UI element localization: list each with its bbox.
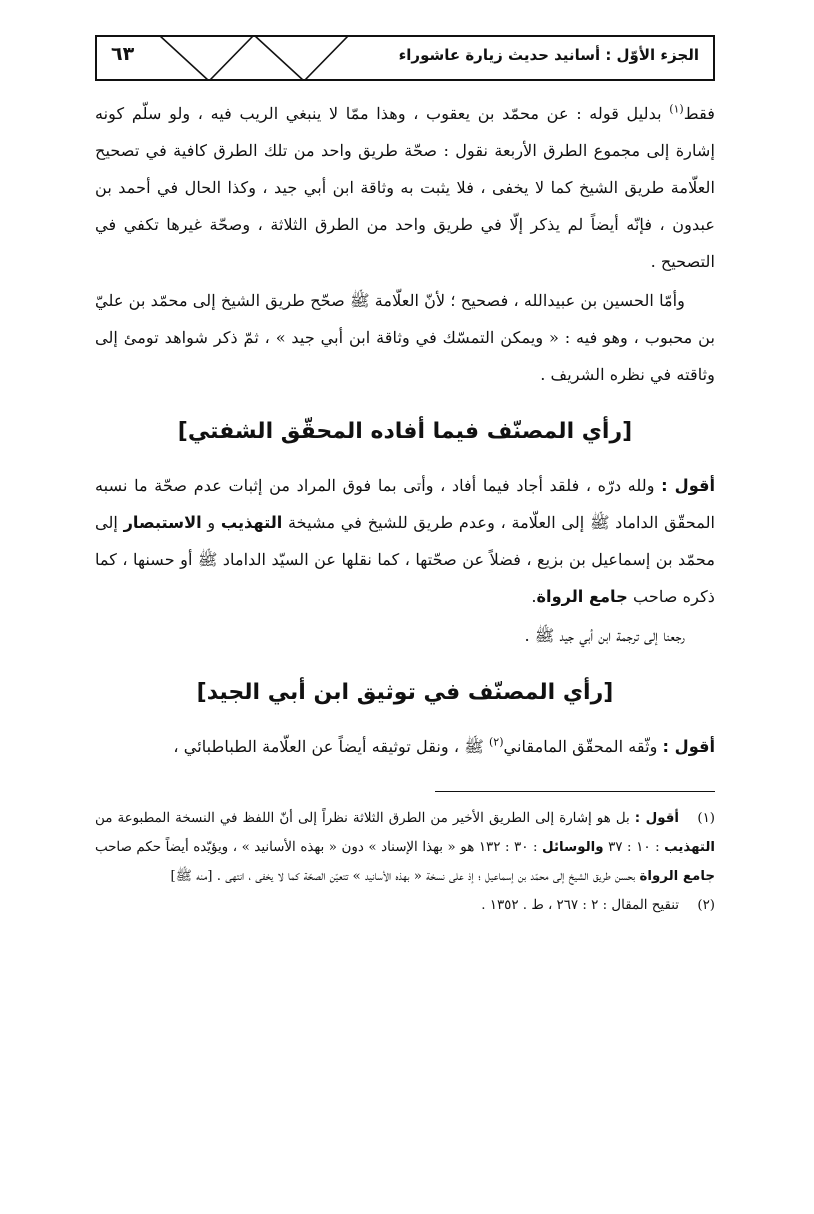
book-title-jami-al-ruwat: جامع الرواة: [536, 587, 628, 606]
paragraph-3-text-4: .: [531, 587, 537, 606]
book-title-tahdhib: التهذيب: [220, 513, 283, 532]
header-ornament-icon: [159, 35, 349, 81]
paragraph-5-lead: أقول :: [662, 737, 715, 756]
paragraph-4: رجعنا إلى ترجمة ابن أبي جيد ﷺ .: [524, 626, 685, 645]
footnote-ref-1: (١): [669, 102, 684, 116]
paragraph-3-text-3: إلى محمّد بن إسماعيل بن بزيع ، فضلاً عن صحّتها ، كما نقلها عن السيّد الداماد ﷺ أو حسنها ، كما ذكره صاحب: [95, 513, 715, 606]
footnote-1-ref-3: جامع الرواة: [639, 869, 715, 884]
paragraph-3-text-2: و: [201, 513, 221, 532]
footnote-2: [95, 891, 715, 920]
main-text: [95, 95, 715, 765]
paragraph-3: [95, 467, 715, 615]
footnote-1-text-1: بل هو إشارة إلى الطريق الأخير من الطرق الثلاثة نظراً إلى أنّ اللفظ في النسخة المطبوعة من: [95, 811, 635, 826]
section-heading-1: [رأي المصنّف فيما أفاده المحقّق الشفتي]: [177, 419, 633, 444]
footnote-2-text: تنقيح المقال : ٢ : ٢٦٧ ، ط . ١٣٥٢ .: [481, 898, 679, 913]
footnote-1: [95, 804, 715, 891]
footnote-1-number: (١): [697, 811, 715, 826]
paragraph-1-rest: بدليل قوله : عن محمّد بن يعقوب ، وهذا ممّا لا ينبغي الريب فيه ، ولو سلّم كونه إشارة إلى مجموع الطرق الأربعة نقول : صحّة طريق واحد من تلك الطرق كافية في تصحيح العلّامة طريق الشيخ كما لا يخفى ، فلا يثبت به وثاقة ابن أبي جيد ، وكذا الحال في أحمد بن عبدون ، فإنّه أيضاً لم يذكر إلّا في طريق واحد من الطرق الثلاثة ، وصحّة غيرها تكفي في التصحيح .: [95, 104, 715, 271]
footnotes: [95, 804, 715, 920]
paragraph-5-text-1: وثّقه المحقّق المامقاني: [503, 737, 663, 756]
paragraph-3-text-1: ولله درّه ، فلقد أجاد فيما أفاد ، وأتى بما فوق المراد من إثبات عدم صحّة ما نسبه المحقّق الداماد ﷺ إلى العلّامة ، وعدم طريق للشيخ في مشيخة: [95, 476, 715, 532]
paragraph-3-lead: أقول :: [661, 476, 715, 495]
paragraph-1: [95, 95, 715, 280]
paragraph-1-start: فقط: [683, 104, 715, 123]
paragraph-2: وأمّا الحسين بن عبيدالله ، فصحيح ؛ لأنّ العلّامة ﷺ صحّح طريق الشيخ إلى محمّد بن عليّ بن محبوب ، وهو فيه : « ويمكن التمسّك في وثاقة ابن أبي جيد » ، ثمّ ذكر شواهد تومئ إلى وثاقته في نظره الشريف .: [95, 291, 715, 384]
footnote-1-lead: أقول :: [634, 811, 679, 826]
footnote-1-text-3: : ٣٠ : ١٣٢ هو « بهذا الإسناد » دون « بهذه الأسانيد » ، ويؤيّده أيضاً حكم صاحب: [95, 840, 543, 855]
footnote-1-text-2: : ١٠ : ٣٧: [603, 840, 665, 855]
page-number: ٦٣: [111, 43, 135, 65]
running-header: [95, 35, 715, 81]
book-title-istibsar: الاستبصار: [123, 513, 202, 532]
footnote-2-number: (٢): [697, 898, 715, 913]
paragraph-5-text-2: ﷺ ، ونقل توثيقه أيضاً عن العلّامة الطباطبائي ،: [173, 737, 489, 756]
footnote-separator: [435, 791, 715, 792]
footnote-1-ref-1: التهذيب: [664, 840, 716, 855]
paragraph-5: [95, 728, 715, 765]
footnote-ref-2: (٢): [488, 735, 504, 749]
footnote-1-ref-2: والوسائل: [542, 840, 604, 855]
section-heading-2: [رأي المصنّف في توثيق ابن أبي الجيد]: [196, 680, 614, 705]
book-page: [95, 35, 715, 920]
footnote-1-text-4: بحسن طريق الشيخ إلى محمّد بن إسماعيل ؛ إذ على نسخة « بهذه الأسانيد » تتعيّن الصحّة كما لا يخفى ، انتهى . [منه ﷺ]: [170, 869, 640, 884]
header-title: الجزء الأوّل : أسانيد حديث زيارة عاشوراء: [398, 46, 699, 64]
